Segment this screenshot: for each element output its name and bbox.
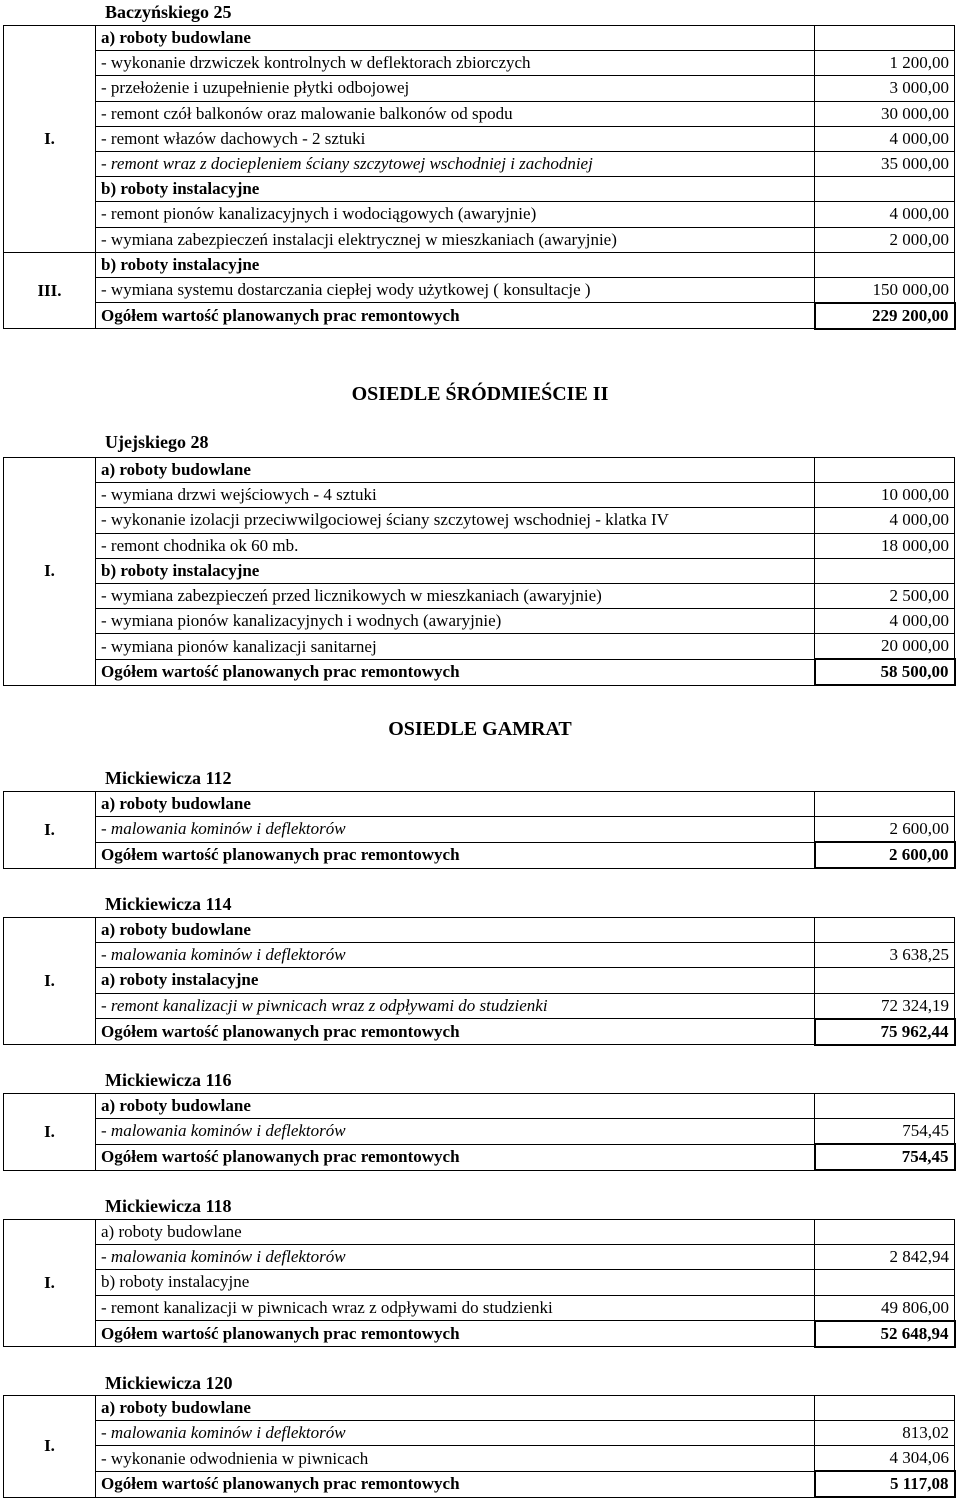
- district-heading: OSIEDLE GAMRAT: [388, 718, 572, 740]
- group-number: I.: [4, 1220, 96, 1347]
- work-amount: 4 000,00: [815, 609, 955, 634]
- table-row: [4, 1220, 955, 1245]
- group-number: I.: [4, 1094, 96, 1171]
- work-amount: 10 000,00: [815, 483, 955, 508]
- group-number: I.: [4, 26, 96, 253]
- table-row: [4, 609, 955, 634]
- work-description: - remont wraz z dociepleniem ściany szczytowej wschodniej i zachodniej: [96, 151, 815, 176]
- total-label: Ogółem wartość planowanych prac remontowych: [96, 842, 815, 868]
- work-amount: [815, 558, 955, 583]
- table-row: [4, 252, 955, 277]
- works-table: [3, 791, 956, 869]
- building-address: Mickiewicza 114: [105, 894, 232, 914]
- work-description: - remont czół balkonów oraz malowanie balkonów od spodu: [96, 101, 815, 126]
- work-description: - przełożenie i uzupełnienie płytki odbojowej: [96, 76, 815, 101]
- table-row: [4, 1119, 955, 1145]
- work-description: - wykonanie odwodnienia w piwnicach: [96, 1446, 815, 1472]
- work-amount: 20 000,00: [815, 634, 955, 660]
- table-row: [4, 101, 955, 126]
- table-row: [4, 26, 955, 51]
- total-row: [4, 1471, 955, 1497]
- table-row: [4, 1295, 955, 1321]
- work-amount: [815, 458, 955, 483]
- total-label: Ogółem wartość planowanych prac remontowych: [96, 1144, 815, 1170]
- table-row: [4, 918, 955, 943]
- category-label: b) roboty instalacyjne: [96, 177, 815, 202]
- total-label: Ogółem wartość planowanych prac remontowych: [96, 303, 815, 329]
- group-number: I.: [4, 918, 96, 1045]
- work-amount: 72 324,19: [815, 993, 955, 1019]
- building-address: Mickiewicza 120: [105, 1373, 233, 1393]
- table-row: [4, 76, 955, 101]
- table-row: [4, 177, 955, 202]
- table-row: [4, 227, 955, 252]
- total-row: [4, 842, 955, 868]
- total-label: Ogółem wartość planowanych prac remontowych: [96, 1321, 815, 1347]
- table-row: [4, 943, 955, 968]
- work-description: - wymiana drzwi wejściowych - 4 sztuki: [96, 483, 815, 508]
- work-description: - remont kanalizacji w piwnicach wraz z odpływami do studzienki: [96, 1295, 815, 1321]
- work-description: - malowania kominów i deflektorów: [96, 1119, 815, 1145]
- work-description: - wykonanie drzwiczek kontrolnych w deflektorach zbiorczych: [96, 51, 815, 76]
- table-row: [4, 792, 955, 817]
- total-amount: 75 962,44: [815, 1019, 955, 1045]
- work-amount: 4 000,00: [815, 126, 955, 151]
- table-row: [4, 508, 955, 533]
- work-amount: 2 842,94: [815, 1245, 955, 1270]
- category-label: b) roboty instalacyjne: [96, 1270, 815, 1295]
- table-row: [4, 151, 955, 176]
- work-amount: 3 000,00: [815, 76, 955, 101]
- works-table: [3, 1395, 956, 1498]
- group-number: I.: [4, 792, 96, 869]
- total-row: [4, 659, 955, 685]
- total-amount: 754,45: [815, 1144, 955, 1170]
- category-label: a) roboty instalacyjne: [96, 968, 815, 993]
- work-description: - wymiana zabezpieczeń instalacji elektrycznej w mieszkaniach (awaryjnie): [96, 227, 815, 252]
- building-address: Baczyńskiego 25: [105, 2, 232, 22]
- table-row: [4, 583, 955, 608]
- work-description: - malowania kominów i deflektorów: [96, 943, 815, 968]
- building-address: Ujejskiego 28: [105, 432, 209, 452]
- table-row: [4, 126, 955, 151]
- table-row: [4, 1421, 955, 1446]
- district-heading: OSIEDLE ŚRÓDMIEŚCIE II: [351, 383, 609, 405]
- table-row: [4, 483, 955, 508]
- total-amount: 58 500,00: [815, 659, 955, 685]
- building-address: Mickiewicza 118: [105, 1196, 232, 1216]
- work-amount: 150 000,00: [815, 277, 955, 303]
- work-amount: [815, 1396, 955, 1421]
- group-number: I.: [4, 1396, 96, 1498]
- category-label: a) roboty budowlane: [96, 792, 815, 817]
- total-label: Ogółem wartość planowanych prac remontowych: [96, 1019, 815, 1045]
- work-amount: 30 000,00: [815, 101, 955, 126]
- work-amount: [815, 177, 955, 202]
- work-amount: [815, 1094, 955, 1119]
- table-row: [4, 202, 955, 227]
- work-amount: 4 304,06: [815, 1446, 955, 1472]
- table-row: [4, 51, 955, 76]
- work-description: - wymiana systemu dostarczania ciepłej wody użytkowej ( konsultacje ): [96, 277, 815, 303]
- work-description: - remont pionów kanalizacyjnych i wodociągowych (awaryjnie): [96, 202, 815, 227]
- table-row: [4, 634, 955, 660]
- works-table: [3, 1219, 956, 1348]
- work-amount: [815, 1220, 955, 1245]
- work-amount: [815, 26, 955, 51]
- group-number: III.: [4, 252, 96, 329]
- total-row: [4, 1019, 955, 1045]
- work-amount: 18 000,00: [815, 533, 955, 558]
- work-amount: [815, 252, 955, 277]
- work-description: - malowania kominów i deflektorów: [96, 817, 815, 843]
- category-label: a) roboty budowlane: [96, 1220, 815, 1245]
- work-amount: [815, 918, 955, 943]
- work-amount: 813,02: [815, 1421, 955, 1446]
- work-amount: 49 806,00: [815, 1295, 955, 1321]
- table-row: [4, 558, 955, 583]
- total-row: [4, 1321, 955, 1347]
- category-label: a) roboty budowlane: [96, 458, 815, 483]
- work-amount: 1 200,00: [815, 51, 955, 76]
- work-amount: 754,45: [815, 1119, 955, 1145]
- table-row: [4, 1245, 955, 1270]
- category-label: a) roboty budowlane: [96, 1094, 815, 1119]
- building-address: Mickiewicza 116: [105, 1070, 232, 1090]
- total-amount: 229 200,00: [815, 303, 955, 329]
- work-description: - remont włazów dachowych - 2 sztuki: [96, 126, 815, 151]
- group-number: I.: [4, 458, 96, 686]
- work-description: - remont kanalizacji w piwnicach wraz z odpływami do studzienki: [96, 993, 815, 1019]
- work-description: - wykonanie izolacji przeciwwilgociowej ściany szczytowej wschodniej - klatka IV: [96, 508, 815, 533]
- total-amount: 5 117,08: [815, 1471, 955, 1497]
- category-label: b) roboty instalacyjne: [96, 558, 815, 583]
- work-amount: 35 000,00: [815, 151, 955, 176]
- table-row: [4, 458, 955, 483]
- work-amount: 2 600,00: [815, 817, 955, 843]
- total-row: [4, 303, 955, 329]
- work-description: - wymiana pionów kanalizacyjnych i wodnych (awaryjnie): [96, 609, 815, 634]
- total-amount: 52 648,94: [815, 1321, 955, 1347]
- category-label: a) roboty budowlane: [96, 26, 815, 51]
- table-row: [4, 993, 955, 1019]
- work-description: - remont chodnika ok 60 mb.: [96, 533, 815, 558]
- work-amount: [815, 792, 955, 817]
- work-amount: 4 000,00: [815, 202, 955, 227]
- category-label: b) roboty instalacyjne: [96, 252, 815, 277]
- table-row: [4, 968, 955, 993]
- table-row: [4, 817, 955, 843]
- work-description: - wymiana zabezpieczeń przed licznikowych w mieszkaniach (awaryjnie): [96, 583, 815, 608]
- table-row: [4, 1270, 955, 1295]
- total-label: Ogółem wartość planowanych prac remontowych: [96, 659, 815, 685]
- table-row: [4, 1396, 955, 1421]
- works-table: [3, 25, 956, 330]
- work-amount: 4 000,00: [815, 508, 955, 533]
- work-amount: [815, 1270, 955, 1295]
- total-amount: 2 600,00: [815, 842, 955, 868]
- category-label: a) roboty budowlane: [96, 918, 815, 943]
- table-row: [4, 277, 955, 303]
- building-address: Mickiewicza 112: [105, 768, 232, 788]
- work-amount: 2 000,00: [815, 227, 955, 252]
- works-table: [3, 457, 956, 686]
- work-description: - malowania kominów i deflektorów: [96, 1421, 815, 1446]
- work-description: - malowania kominów i deflektorów: [96, 1245, 815, 1270]
- total-row: [4, 1144, 955, 1170]
- table-row: [4, 533, 955, 558]
- total-label: Ogółem wartość planowanych prac remontowych: [96, 1471, 815, 1497]
- work-amount: [815, 968, 955, 993]
- work-description: - wymiana pionów kanalizacji sanitarnej: [96, 634, 815, 660]
- category-label: a) roboty budowlane: [96, 1396, 815, 1421]
- works-table: [3, 1093, 956, 1171]
- table-row: [4, 1094, 955, 1119]
- table-row: [4, 1446, 955, 1472]
- works-table: [3, 917, 956, 1046]
- work-amount: 2 500,00: [815, 583, 955, 608]
- work-amount: 3 638,25: [815, 943, 955, 968]
